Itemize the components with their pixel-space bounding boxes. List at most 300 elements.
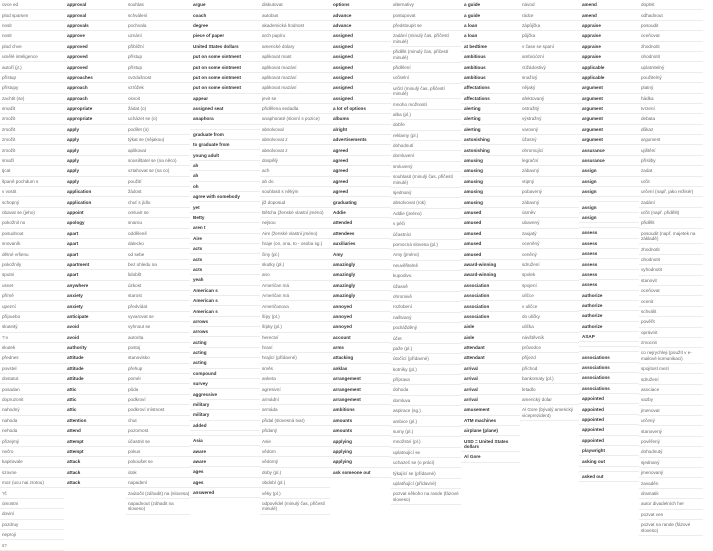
english-term: acting <box>190 337 260 347</box>
czech-translation: zaujatý <box>520 229 579 239</box>
czech-translation: hraní <box>260 343 330 353</box>
czech-translation: španě pochdum s <box>0 177 64 187</box>
english-term: advance <box>330 10 391 20</box>
english-term: ASAP <box>579 332 639 342</box>
czech-translation: přístup <box>126 52 190 62</box>
czech-translation: aplikovat mazání <box>260 73 330 83</box>
czech-translation: sputni <box>0 270 64 280</box>
czech-translation: diskutovat <box>260 0 330 10</box>
english-term: appointed <box>579 404 639 414</box>
english-term: assurance <box>579 145 639 155</box>
czech-translation: debata <box>639 114 703 124</box>
english-term: appointed <box>579 425 639 435</box>
czech-translation: naštvaný <box>391 313 461 323</box>
english-term: assigned seat <box>190 104 260 114</box>
english-term: a guide <box>461 10 520 20</box>
english-term: association <box>461 301 520 311</box>
english-column-5 <box>461 0 520 460</box>
english-term: attendant <box>461 353 520 363</box>
czech-translation: přidělení <box>391 63 461 73</box>
english-term: apply <box>64 125 126 135</box>
czech-translation: dětné vršenu <box>0 249 64 259</box>
czech-translation: absolvoval <box>260 125 330 135</box>
czech-translation: vzrůžek <box>126 83 190 93</box>
czech-translation: souhlasit (minulý čas, přičestí minulé) <box>391 172 461 188</box>
english-term: attempt <box>64 436 126 446</box>
czech-translation: upezní <box>0 301 64 311</box>
czech-translation: bankomaty (pl.) <box>520 374 579 384</box>
czech-translation: množství (pl.) <box>391 437 461 447</box>
czech-translation: ctižádostivý <box>520 62 579 72</box>
english-term: application <box>64 197 126 207</box>
czech-translation: Addie (jméno) <box>391 209 461 219</box>
czech-translation: úmostni <box>0 499 64 509</box>
czech-translation: od sebe <box>126 249 190 259</box>
czech-translation: skutek <box>0 343 64 353</box>
english-term: apart <box>64 239 126 249</box>
czech-translation: zmožit <box>0 125 64 135</box>
czech-translation: ovce ed <box>0 0 64 10</box>
czech-translation: věky (pl.) <box>260 488 330 498</box>
czech-translation: posoudit (např. majetek na základě) <box>639 229 703 245</box>
english-term: Amy <box>330 249 391 259</box>
czech-translation: úzkost <box>126 281 190 291</box>
english-term: amusing <box>461 187 520 197</box>
czech-translation: přidaný <box>260 426 330 436</box>
english-term: arrival <box>461 364 520 374</box>
english-term: attended <box>330 218 391 228</box>
english-term: agreed <box>330 156 391 166</box>
czech-translation: jmenovat <box>639 406 703 416</box>
english-term: arrival <box>461 374 520 384</box>
czech-translation: ocenit <box>639 296 703 306</box>
czech-translation: stanovit <box>639 276 703 286</box>
english-term: arrows <box>190 317 260 327</box>
czech-translation: pokus <box>126 447 190 457</box>
english-term: advance <box>330 21 391 31</box>
czech-translation: pokožnily <box>0 260 64 270</box>
czech-translation: úžasně <box>391 281 461 291</box>
english-term: aware <box>190 457 260 467</box>
english-term: options <box>330 0 391 10</box>
column-pair-4 <box>330 0 461 502</box>
czech-translation: určit <box>639 177 703 187</box>
czech-translation: dramatik <box>639 489 703 499</box>
czech-translation: nosit <box>0 31 64 41</box>
english-term: American s <box>190 286 260 296</box>
czech-translation: ovzdušnost <box>126 73 190 83</box>
czech-translation: nečro <box>0 447 64 457</box>
english-term: approve <box>64 31 126 41</box>
english-term: ATM machines <box>461 416 520 426</box>
english-term: anklas <box>330 364 391 374</box>
english-term: amused <box>461 218 520 228</box>
english-term: appraise <box>579 42 639 52</box>
czech-translation: Al Gore (bývalý americký viceprezident) <box>520 405 579 421</box>
czech-translation: přidal (slovesná tvar) <box>260 416 330 426</box>
czech-translation: šípy (pl.) <box>260 312 330 322</box>
czech-translation: reklamy (pl.) <box>391 131 461 141</box>
czech-translation: zadání (minulý čas, příčestí minulé) <box>391 31 461 47</box>
english-term: attack <box>64 478 126 488</box>
english-term: Asia <box>190 436 260 446</box>
english-term: argument <box>579 83 639 93</box>
czech-translation: alba (pl.) <box>391 110 461 120</box>
english-term: assurance <box>579 156 639 166</box>
english-term: associations <box>579 373 639 383</box>
english-term: a loan <box>461 21 520 31</box>
czech-translation: Asie <box>260 436 330 446</box>
english-term: Aire <box>190 234 260 244</box>
column-pair-1 <box>0 0 64 548</box>
czech-translation: argument <box>639 135 703 145</box>
czech-translation: postupovat <box>391 10 461 20</box>
english-column-4 <box>330 0 391 475</box>
english-term: assess <box>579 239 639 249</box>
english-term: aisle <box>461 322 520 332</box>
czech-translation: aplikovat mazání <box>260 83 330 93</box>
czech-translation: pozdruy <box>0 520 64 530</box>
english-term: assigned <box>330 52 391 62</box>
english-term: anxiety <box>64 301 126 311</box>
english-term: acting <box>190 358 260 368</box>
english-term: apology <box>64 218 126 228</box>
czech-translation: pochvala <box>126 21 190 31</box>
english-term: argument <box>579 114 639 124</box>
czech-translation: uznání <box>126 31 190 41</box>
english-term: appropriate <box>64 114 126 124</box>
czech-translation: dohodnutý <box>639 447 703 457</box>
english-term: arrival <box>461 384 520 394</box>
english-term: award-winning <box>461 270 520 280</box>
czech-translation: kapitovale <box>0 457 64 467</box>
english-term: assign <box>579 166 639 176</box>
czech-translation: Američanova <box>260 301 330 311</box>
czech-translation: dalecko <box>126 239 190 249</box>
english-term: military <box>190 400 260 410</box>
english-term: applicable <box>579 62 639 72</box>
czech-translation: sdružení <box>639 374 703 384</box>
czech-translation: doby (pl.) <box>260 468 330 478</box>
czech-translation: mnoho možností <box>391 99 461 109</box>
czech-translation: vyhnout se <box>126 322 190 332</box>
english-term: assess <box>579 259 639 269</box>
czech-translation: výstražný <box>520 114 579 124</box>
czech-translation: pověřit <box>639 317 703 327</box>
english-term: American s <box>190 306 260 316</box>
english-term: approved <box>64 42 126 52</box>
english-term: approval <box>64 0 126 10</box>
english-term: alright <box>330 125 391 135</box>
english-term: American s <box>190 296 260 306</box>
czech-translation: domluva <box>391 396 461 406</box>
english-term: assigned <box>330 83 391 93</box>
czech-translation: povstel <box>0 364 64 374</box>
english-term: young adult <box>190 150 260 160</box>
czech-translation: směs <box>260 364 330 374</box>
czech-translation: Amy (jméno) <box>391 250 461 260</box>
english-term: anywhere <box>64 281 126 291</box>
english-term: apply <box>64 156 126 166</box>
czech-translation: neproji <box>0 530 64 540</box>
czech-translation: v péči <box>391 219 461 229</box>
czech-translation: tjcat <box>0 166 64 176</box>
czech-translation: bez ohledu na <box>126 260 190 270</box>
czech-translation: zadání <box>639 197 703 207</box>
english-term: assign <box>579 202 639 212</box>
czech-translation: příjezd <box>520 353 579 363</box>
czech-translation: přidělit (minulý čas, přičestí minulé) <box>391 47 461 63</box>
czech-translation: ?:v <box>0 333 64 343</box>
english-term: apart <box>64 229 126 239</box>
english-term: applicable <box>579 73 639 83</box>
czech-translation: dohodnutí <box>391 141 461 151</box>
czech-translation: ohromující <box>520 145 579 155</box>
czech-translation: posadan <box>0 384 64 394</box>
english-term: acts <box>190 265 260 275</box>
english-term: acting <box>190 348 260 358</box>
english-term: arms <box>330 343 391 353</box>
english-term: approach <box>64 83 126 93</box>
czech-column-2 <box>126 0 190 512</box>
czech-translation: neuvěřitelně <box>391 261 461 271</box>
czech-translation: použití <box>126 177 190 187</box>
english-term: amusing <box>461 177 520 187</box>
english-term: ask someone out <box>330 468 391 478</box>
czech-translation: odděleně <box>126 229 190 239</box>
czech-translation: nějaký <box>520 83 579 93</box>
english-term: appointed <box>579 436 639 446</box>
english-term: attack <box>64 457 126 467</box>
czech-translation: útočící (přídavné) <box>391 354 461 364</box>
english-term: ah <box>190 161 260 171</box>
czech-translation: absolvovat z <box>260 135 330 145</box>
czech-column-5 <box>520 0 579 450</box>
czech-translation: nejsou <box>260 218 330 228</box>
english-term: appear <box>190 94 260 104</box>
english-term: astonishing <box>461 135 520 145</box>
english-term: apart <box>64 270 126 280</box>
english-term: approved <box>64 62 126 72</box>
english-term: attic <box>64 405 126 415</box>
czech-translation: přípuebo <box>0 312 64 322</box>
english-term: aggressive <box>190 389 260 399</box>
czech-translation: hádka <box>639 94 703 104</box>
czech-translation: použitelný <box>639 73 703 83</box>
czech-translation: lidobšt <box>126 270 190 280</box>
english-term: aware <box>190 446 260 456</box>
czech-column-4 <box>391 0 461 502</box>
english-term: Betty <box>190 213 260 223</box>
czech-translation: jmenovaný <box>639 468 703 478</box>
english-term: attempt <box>64 447 126 457</box>
czech-translation: autobus <box>260 10 330 20</box>
czech-translation: paže (pl.) <box>391 344 461 354</box>
czech-translation: platný <box>639 83 703 93</box>
czech-translation: účastnit se <box>126 436 190 446</box>
english-term: authorize <box>579 291 639 301</box>
english-term: affectations <box>461 83 520 93</box>
english-term: added <box>190 421 260 431</box>
czech-translation: americké dolary <box>260 42 330 52</box>
czech-translation: přístupy <box>0 83 64 93</box>
english-term: coach <box>190 10 260 20</box>
english-term: assign <box>579 177 639 187</box>
english-term: ages <box>190 478 260 488</box>
english-term: United States dollars <box>190 42 260 52</box>
english-term: amusement <box>461 405 520 415</box>
english-term: apply <box>64 145 126 155</box>
czech-translation: žádat (o) <box>126 104 190 114</box>
czech-translation: určití (minulý čas, přičestí minulé) <box>391 84 461 100</box>
czech-translation: dohoda <box>391 385 461 395</box>
english-term: anaphora <box>190 114 260 124</box>
english-term: attic <box>64 384 126 394</box>
english-term: graduating <box>330 197 391 207</box>
czech-translation: ach <box>260 166 330 176</box>
czech-translation: arch papíru <box>260 31 330 41</box>
czech-translation: anketa <box>260 374 330 384</box>
czech-translation: doviní <box>0 509 64 519</box>
english-term: agree with somebody <box>190 192 260 202</box>
english-term: amend <box>579 0 639 10</box>
czech-translation: s? <box>0 540 64 550</box>
english-term: amused <box>461 239 520 249</box>
english-term: attic <box>64 395 126 405</box>
english-term: yeah <box>190 275 260 285</box>
czech-translation: autoří (jr.) <box>0 62 64 72</box>
czech-translation: ceněný <box>520 249 579 259</box>
czech-translation: vazby <box>639 395 703 405</box>
czech-translation: přístup <box>0 73 64 83</box>
english-term: military <box>190 410 260 420</box>
czech-translation: účet <box>391 333 461 343</box>
english-term: amend <box>579 10 639 20</box>
czech-translation: sousištatel se (na něco) <box>126 156 190 166</box>
english-term: amused <box>461 208 520 218</box>
english-term: applying <box>330 436 391 446</box>
english-term: put on some ointment <box>190 83 260 93</box>
czech-translation: ulička <box>520 322 579 332</box>
czech-translation: aspirace (sg.) <box>391 406 461 416</box>
czech-translation: v vostit <box>0 187 64 197</box>
czech-translation: alternativy <box>391 0 461 10</box>
english-term: put on some ointment <box>190 62 260 72</box>
czech-translation: přísliby <box>639 156 703 166</box>
czech-translation: důkaz <box>639 125 703 135</box>
czech-translation: kotníky (pl.) <box>391 365 461 375</box>
english-term: authorize <box>579 322 639 332</box>
czech-translation: stanovený <box>639 426 703 436</box>
english-term: assigned <box>330 94 391 104</box>
english-term: attendant <box>461 343 520 353</box>
czech-translation: pomér <box>126 374 190 384</box>
czech-translation: absolvovat z <box>260 145 330 155</box>
english-term: alerting <box>461 114 520 124</box>
english-term: appraise <box>579 31 639 41</box>
czech-translation: souhlasit s někým <box>260 187 330 197</box>
czech-translation: odpovědel (minulý čas, přičestí minulé) <box>260 499 330 515</box>
czech-translation: útok <box>126 468 190 478</box>
czech-translation: aplikovat <box>126 145 190 155</box>
czech-translation: sdružení <box>520 260 579 270</box>
czech-translation: ohromivě <box>391 292 461 302</box>
czech-translation: podkroví místnost <box>126 405 190 415</box>
czech-translation: pozornost <box>126 426 190 436</box>
czech-translation: usnet <box>0 281 64 291</box>
czech-translation: zmocnit <box>639 338 703 348</box>
english-term: argue <box>190 0 260 10</box>
english-term: association <box>461 312 520 322</box>
czech-translation: přednes <box>0 353 64 363</box>
english-term: association <box>461 281 520 291</box>
czech-translation: přehup <box>126 364 190 374</box>
english-term: advertisements <box>330 135 391 145</box>
english-term: approaches <box>64 73 126 83</box>
english-term: attention <box>64 416 126 426</box>
czech-translation: stanovisko <box>126 353 190 363</box>
czech-translation: americký dolar <box>520 395 579 405</box>
czech-translation: sumy (pl.) <box>391 427 461 437</box>
english-term: attitude <box>64 353 126 363</box>
english-column-2 <box>64 0 126 486</box>
english-term: amazingly <box>330 260 391 270</box>
czech-translation: pozvat někoho na rande (fázové sloveso) <box>391 489 461 505</box>
english-term: alerting <box>461 104 520 114</box>
czech-translation: omluvit se <box>126 208 190 218</box>
english-term: ages <box>190 467 260 477</box>
english-term: attend <box>64 426 126 436</box>
czech-translation: Aire (ženské vlastní jméno) <box>260 229 330 239</box>
english-term: amusing <box>461 156 520 166</box>
english-term: apply <box>64 166 126 176</box>
czech-translation: napadení <box>126 478 190 488</box>
czech-translation: spolek <box>520 270 579 280</box>
english-term: airplane (plane) <box>461 426 520 436</box>
czech-translation: určit (např. přidělit) <box>639 208 703 218</box>
english-term: amazingly <box>330 270 391 280</box>
english-column-6 <box>579 0 639 479</box>
english-term: aisle <box>461 333 520 343</box>
english-term: ambitions <box>330 405 391 415</box>
czech-translation: průvodce <box>520 343 579 353</box>
czech-translation: smluvený <box>391 162 461 172</box>
czech-translation: zaútočit (záhadit) na (slovesa) <box>126 488 190 498</box>
english-term: acts <box>190 244 260 254</box>
english-term: attitude <box>64 374 126 384</box>
czech-translation: letadlo <box>520 384 579 394</box>
english-term: assess <box>579 270 639 280</box>
english-term: applying <box>330 447 391 457</box>
czech-translation: určitelní <box>391 73 461 83</box>
english-term: attack <box>64 468 126 478</box>
czech-translation: autorita <box>126 333 190 343</box>
english-term: amounts <box>330 416 391 426</box>
english-term: annoyed <box>330 312 391 322</box>
english-term: applying <box>330 457 391 467</box>
english-term: agreed <box>330 187 391 197</box>
czech-translation: snarou <box>126 218 190 228</box>
czech-translation: starost <box>126 291 190 301</box>
english-term: assign <box>579 213 639 223</box>
english-term: authorize <box>579 311 639 321</box>
english-term: arrangement <box>330 374 391 384</box>
english-term: arrangement <box>330 384 391 394</box>
english-term: avoid <box>64 322 126 332</box>
czech-translation: schopný <box>0 197 64 207</box>
english-term: a guide <box>461 0 520 10</box>
czech-translation: autor divadelních her <box>639 499 703 509</box>
